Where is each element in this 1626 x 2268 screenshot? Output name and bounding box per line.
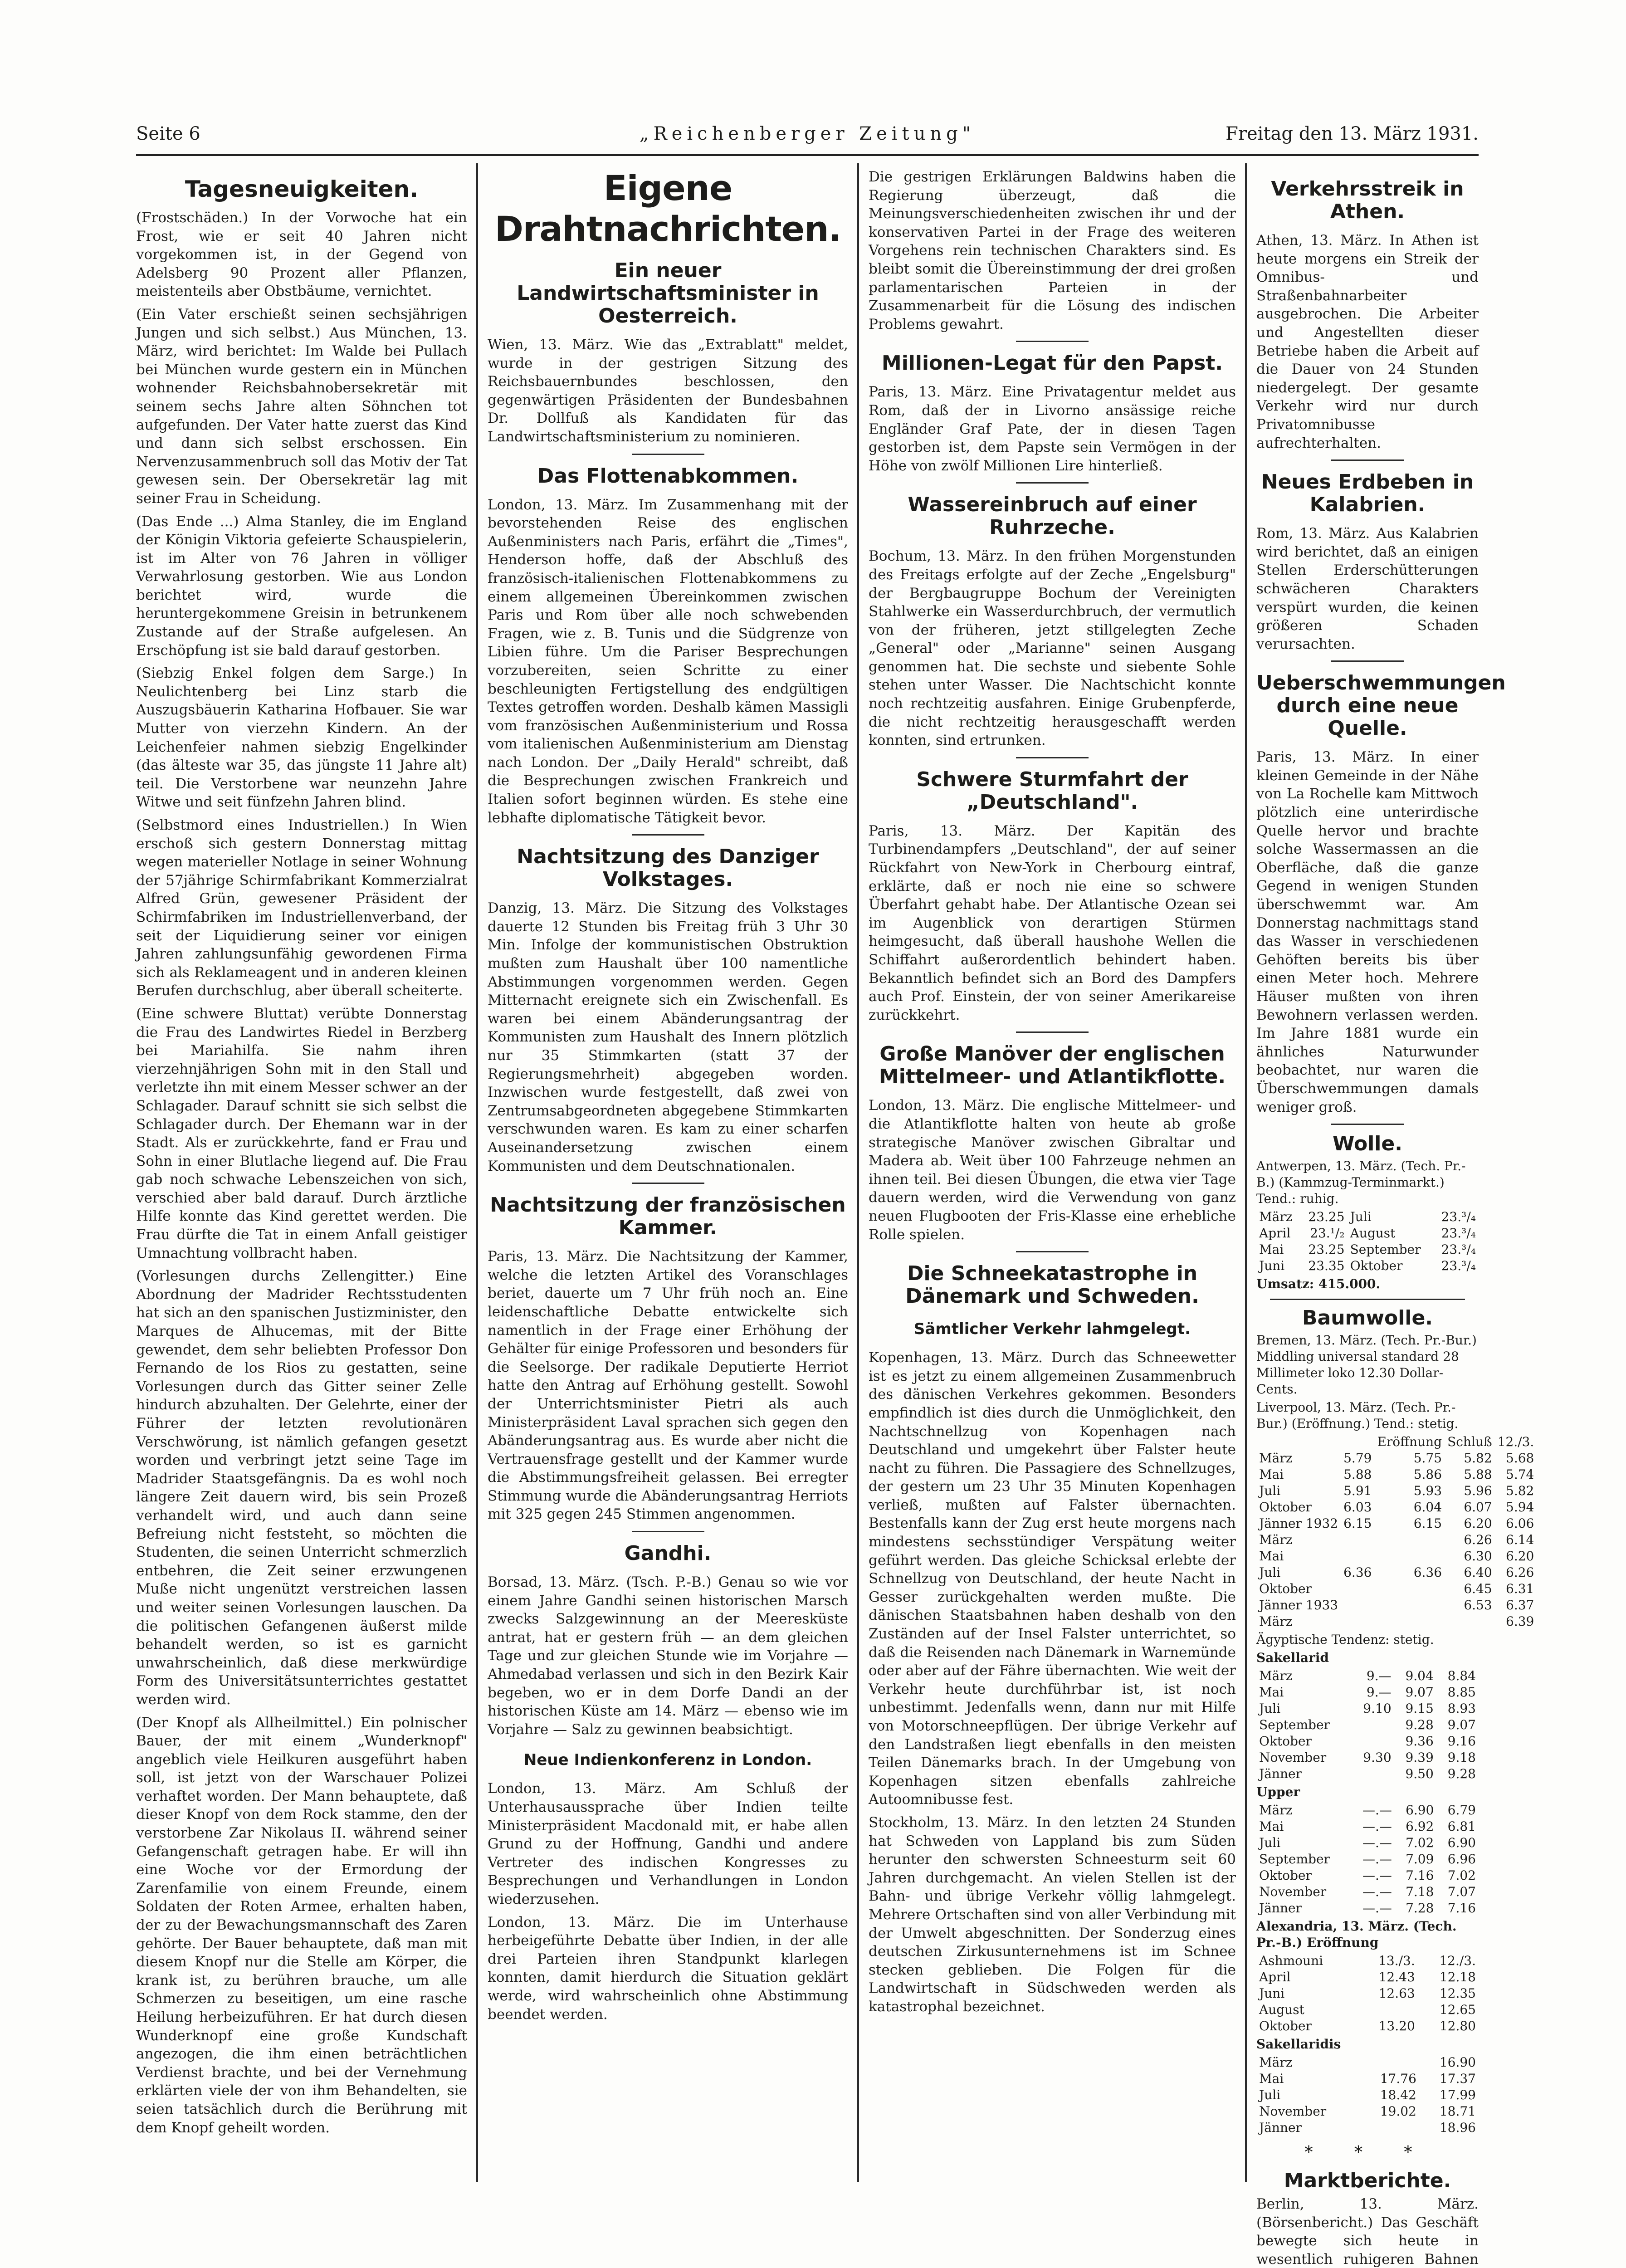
table-cell: 9.50 [1405, 1766, 1434, 1782]
table-cell: 5.94 [1506, 1500, 1534, 1515]
table-cell: 12.63 [1378, 1986, 1415, 2001]
table-cell: Juni [1259, 1986, 1285, 2001]
table-cell: 6.39 [1506, 1614, 1534, 1629]
table-row [1256, 1884, 1479, 1900]
table-cell: Jänner [1259, 2120, 1302, 2136]
table-row [1256, 1733, 1479, 1750]
table-cell: 7.16 [1447, 1901, 1476, 1916]
table-cell: 9.07 [1447, 1717, 1476, 1733]
table-cell: 9.30 [1363, 1750, 1392, 1765]
table-cell: 6.20 [1464, 1516, 1492, 1531]
table-cell: März [1259, 1803, 1293, 1818]
article-paragraph: Athen, 13. März. In Athen ist heute morgens ein Streik der Omnibus- und Straßenbahnarbeiter ausgebrochen. Die Arbeiter und Angestellten dieser Betriebe haben die Arbeit auf die Dauer von 24 Stunden niedergelegt. Der gesamte Verkehr wird nur durch Privatomnibusse aufrechterhalten. [1256, 232, 1479, 451]
bremen-note: Bremen, 13. März. (Tech. Pr.-Bur.) Middling universal standard 28 Millimeter loko 12.30 Dollar-Cents. [1256, 1333, 1477, 1397]
table-cell: April [1259, 1970, 1291, 1985]
table-cell: November [1259, 1750, 1327, 1765]
table-cell: 6.15 [1343, 1516, 1372, 1531]
table-row [1256, 1564, 1537, 1581]
table-cell [1360, 2120, 1419, 2136]
article-paragraph: Die gestrigen Erklärungen Baldwins haben die Regierung überzeugt, daß die Meinungsverschiedenheiten zwischen ihr und der konservativen Partei in der Frage des weiteren Vorgehens rein technischen Charakters sind. Es bleibt somit die Übereinstimmung der drei großen parlamentarischen Parteien in der Zusammenarbeit für die Lösung des indischen Problems gewahrt. [869, 169, 1236, 332]
article-headline: Neues Erdbeben in Kalabrien. [1261, 470, 1474, 517]
article-paragraph: Danzig, 13. März. Die Sitzung des Volkstages dauerte 12 Stunden bis Freitag früh 3 Uhr 30 Min. Infolge der kommunistischen Obstruktion mußten zum Haushalt über 100 namentliche Abstimmungen vorgenommen werden. Gegen Mitternacht ereignete sich ein Zwischenfall. Es waren bei einem Abänderungsantrag der Kommunisten zum Haushalt des Innern plötzlich nur 35 Stimmkarten (statt 37 der Regierungsmehrheit) abgegeben worden. Inzwischen wurde festgestellt, daß zwei von Zentrumsabgeordneten abgegebene Stimmkarten verschwunden waren. Es kam zu einer scharfen Auseinandersetzung zwischen einem Kommunisten und dem Deutschnationalen. [488, 900, 848, 1174]
table-row [1256, 1851, 1479, 1867]
table-cell: Juli [1259, 2087, 1281, 2103]
article-paragraph: London, 13. März. Die im Unterhause herbeigeführte Debatte über Indien, in der alle drei Parteien ihren Standpunkt klarlegen konnten, damit hierdurch die Situation geklärt werde, wird wahrscheinlich ohne Abstimmung beendet werden. [488, 1914, 848, 2023]
table-cell: 18.42 [1380, 2087, 1416, 2103]
table-row [1256, 1750, 1479, 1766]
table-cell: 9.16 [1447, 1734, 1476, 1749]
article-headline: Große Manöver der englischen Mittelmeer- und Atlantikflotte. [879, 1042, 1226, 1089]
table-cell: 6.31 [1506, 1581, 1534, 1597]
table-row [1256, 1499, 1537, 1515]
table-row [1256, 2054, 1479, 2071]
article-subheadline: Sämtlicher Verkehr lahmgelegt. [913, 1320, 1191, 1339]
article-paragraph: Kopenhagen, 13. März. Durch das Schneewetter ist es jetzt zu einem allgemeinen Zusammenbruch des dänischen Verkehres gekommen. Besonders empfindlich ist dies durch die Unmöglichkeit, den Nachtschnellzug von Kopenhagen nach Deutschland und umgekehrt über Falster heute nacht zu führen. Die Passagiere des Schnellzuges, der gestern um 23 Uhr 35 Minuten Kopenhagen verließ, mußten auf Falster übernachten. Bestenfalls kann der Zug erst heute morgens nach mindestens sechsstündiger Verspätung weiter geführt werden. Das gleiche Schicksal erlebte der Schnellzug von Deutschland, der heute Nacht in Gesser zurückgehalten werden mußte. Die dänischen Staatsbahnen haben deshalb von den Zuständen auf der Insel Falster unterrichtet, so daß die Reisenden nach Dänemark in Warnemünde oder aber auf der Fähre übernachten. Wie weit der Verkehr heute durchführbar ist, ist noch unbestimmt. Jedenfalls wenn, dann nur mit Hilfe von Motorschneepflügen. Der übrige Verkehr auf den Landstraßen liegt ebenfalls in den meisten Teilen Dänemarks brach. In der Umgebung von Kopenhagen sitzen ebenfalls zahlreiche Autoomnibusse fest. [869, 1349, 1236, 1808]
column-drahtnachrichten-2 [869, 168, 1236, 2177]
table-cell: November [1259, 1884, 1327, 1900]
article-paragraph: (Siebzig Enkel folgen dem Sarge.) In Neulichtenberg bei Linz starb die Auszugsbäuerin Katharina Hofbauer. Sie war Mutter von vierzehn Kindern. An der Leichenfeier nahmen siebzig Engelkinder (das älteste war 35, das jüngste 11 Jahre alt) teil. Die Verstorbene war neunzehn Jahre Witwe und seit fünfzehn Jahren blind. [136, 665, 467, 811]
table-cell: 6.81 [1447, 1819, 1476, 1834]
wolle-title: Wolle. [1333, 1132, 1402, 1156]
article-separator [1331, 660, 1404, 662]
table-cell: 6.20 [1506, 1549, 1534, 1564]
table-cell: 17.76 [1380, 2071, 1416, 2087]
table-cell: 6.26 [1464, 1532, 1492, 1548]
table-cell: Oktober [1259, 2019, 1312, 2034]
table-cell: 23.³/₄ [1441, 1209, 1476, 1225]
article-separator [1331, 1124, 1404, 1125]
table-row [1256, 1532, 1537, 1548]
table-cell: Juli [1259, 1701, 1281, 1716]
table-cell: 5.68 [1506, 1451, 1534, 1466]
article-separator [1016, 341, 1089, 342]
table-cell: 7.02 [1447, 1868, 1476, 1883]
table-cell [1374, 1532, 1445, 1548]
baumwolle-section [1256, 1306, 1534, 2136]
table-cell: Oktober [1259, 1500, 1312, 1515]
table-header-cell [1256, 1434, 1341, 1450]
table-cell: Oktober [1259, 1868, 1312, 1883]
table-cell [1341, 1597, 1374, 1613]
table-cell: 8.93 [1447, 1701, 1476, 1716]
table-header-cell: 12./3. [1497, 1434, 1534, 1450]
table-cell: 9.— [1366, 1668, 1392, 1684]
table-cell: 23.³/₄ [1441, 1242, 1476, 1257]
table-row [1256, 1717, 1479, 1733]
table-cell: 13.20 [1378, 2019, 1415, 2034]
table-row [1256, 1668, 1479, 1684]
table-cell: Jänner 1933 [1259, 1598, 1338, 1613]
table-cell: 19.02 [1380, 2104, 1416, 2119]
table-cell: August [1259, 2002, 1304, 2018]
table-cell: 9.10 [1363, 1701, 1392, 1716]
table-cell: 6.03 [1343, 1500, 1372, 1515]
table-cell: November [1259, 2104, 1327, 2119]
section-stars: * * * [1304, 2143, 1431, 2162]
table-row [1256, 1209, 1479, 1225]
table-cell: 5.88 [1343, 1467, 1372, 1482]
table-cell: —.— [1362, 1901, 1392, 1916]
table-row [1256, 1450, 1537, 1466]
article-headline: Verkehrsstreik in Athen. [1271, 177, 1464, 223]
wolle-table [1256, 1209, 1479, 1274]
table-row [1256, 1225, 1479, 1242]
header-rule [136, 154, 1479, 156]
table-cell: 5.91 [1343, 1483, 1372, 1499]
table-cell: 7.02 [1406, 1835, 1434, 1851]
table-cell: 23.35 [1308, 1258, 1345, 1274]
section-heading: Tagesneuigkeiten. [185, 176, 419, 202]
table-cell: März [1259, 2055, 1293, 2070]
table-cell: 9.07 [1405, 1685, 1434, 1700]
article-paragraph: (Vorlesungen durchs Zellengitter.) Eine Abordnung der Madrider Rechtsstudenten hat sich an den spanischen Justizminister, den Marques de Alhucemas, mit der Bitte gewendet, dem sehr beliebten Professor Don Fernando de los Rios zu gestatten, seine Vorlesungen durch das Gitter seiner Zelle hindurch abzuhalten. Der Gelehrte, einer der Führer der letzten revolutionären Verschwörung, ist nämlich gefangen gesetzt worden und verbringt jetzt seine Tage im Madrider Staatsgefängnis. Da es wohl noch längere Zeit dauern wird, bis sein Prozeß verhandelt wird, und auch dann seine Befreiung nicht feststeht, so möchten die Studenten, die seinen Unterricht schmerzlich entbehren, die Zeit seiner erzwungenen Muße nicht ungenützt verstreichen lassen und weiter seinen Vorlesungen lauschen. Da die politischen Gefangenen äußerst milde behandelt werden, so ist es garnicht unwahrscheinlich, daß diese merkwürdige Form des Universitätsunterrichtes gestattet werden wird. [136, 1268, 467, 1708]
table-cell: 5.96 [1464, 1483, 1492, 1499]
article-paragraph: London, 13. März. Am Schluß der Unterhausaussprache über Indien teilte Ministerpräsident Macdonald mit, er habe allen Grund zu der Hoffnung, Gandhi und andere Vertreter des indischen Kongresses zu Besprechungen und Verhandlungen in London wiederzusehen. [488, 1780, 848, 1907]
wolle-section [1256, 1132, 1479, 1292]
liverpool-table [1256, 1434, 1537, 1630]
table-cell: Jänner [1259, 1766, 1302, 1782]
table-cell: Oktober [1259, 1734, 1312, 1749]
article-paragraph: (Ein Vater erschießt seinen sechsjährigen Jungen und sich selbst.) Aus München, 13. März, wird berichtet: Im Walde bei Pullach bei München wurde gestern ein in München wohnender Reichsbahnobersekretär mit seinem sechs Jahre alten Söhnchen tot aufgefunden. Der Vater hatte zuerst das Kind und dann sich selbst erschossen. Ein Nervenzusammenbruch soll das Motiv der Tat gewesen sein. Der Obersekretär lag mit seiner Frau in Scheidung. [136, 306, 467, 507]
section-rule [1270, 1299, 1465, 1300]
table-cell: 6.45 [1464, 1581, 1492, 1597]
table-cell [1341, 1581, 1374, 1597]
table-cell: 5.79 [1343, 1451, 1372, 1466]
table-row [1256, 1684, 1479, 1701]
table-row [1256, 1835, 1479, 1851]
table-cell: —.— [1362, 1852, 1392, 1867]
table-cell: 6.26 [1506, 1565, 1534, 1580]
column-rule-3 [1245, 163, 1247, 2182]
table-cell: 9.18 [1447, 1750, 1476, 1765]
table-cell: 9.28 [1447, 1766, 1476, 1782]
article-paragraph: Paris, 13. März. Eine Privatagentur meldet aus Rom, daß der in Livorno ansässige reiche Engländer Graf Pate, der in diesen Tagen gestorben ist, dem Papste sein Vermögen in der Höhe von zwölf Millionen Lire hinterließ. [869, 384, 1236, 474]
table-cell [1360, 2054, 1419, 2071]
table-cell: 8.85 [1447, 1685, 1476, 1700]
table-cell: 9.— [1366, 1685, 1392, 1700]
table-row [1256, 1258, 1479, 1274]
table-cell: 5.82 [1464, 1451, 1492, 1466]
table-header-cell [1341, 1434, 1374, 1450]
sakellaridis-label: Sakellaridis [1256, 2037, 1341, 2052]
table-cell: 23.25 [1308, 1209, 1345, 1225]
article-paragraph: Borsad, 13. März. (Tsch. P.-B.) Genau so wie vor einem Jahre Gandhi seinen historischen Marsch zwecks Salzgewinnung an der Meeresküste antrat, hat er gestern früh — an dem gleichen Tage und zur gleichen Stunde wie im Vorjahre — Ahmedabad verlassen und sich in den Bezirk Kair begeben, wo er in dem Dorfe Dandi an der historischen Küste am 14. März — ebenso wie im Vorjahre — Salz zu gewinnen beabsichtigt. [488, 1574, 848, 1738]
table-cell: —.— [1362, 1819, 1392, 1834]
article-paragraph: (Selbstmord eines Industriellen.) In Wien erschoß sich gestern Donnerstag mittag wegen materieller Notlage in seiner Wohnung der 57jährige Schirmfabrikant Kommerzialrat Alfred Grün, gewesener Präsident der Schirmfabriken im Industriellenverband, der seit der Liquidierung seiner vor einigen Jahren zahlungsunfähig gewordenen Firma sich als Reklameagent und in anderen kleinen Berufen durchschlug, aber überall scheiterte. [136, 817, 467, 999]
table-row [1256, 1969, 1479, 1985]
wolle-umsatz: Umsatz: 415.000. [1256, 1276, 1381, 1292]
table-cell [1374, 1597, 1445, 1613]
table-row [1256, 2103, 1479, 2120]
column-drahtnachrichten [488, 168, 848, 2177]
table-row [1256, 2120, 1479, 2136]
article-paragraph: (Eine schwere Bluttat) verübte Donnerstag die Frau des Landwirtes Riedel in Berzberg bei Mariahilfa. Sie nahm ihren vierzehnjährigen Sohn mit in den Stall und verletzte ihn mit einem Messer schwer an der Schlagader. Darauf schnitt sie sich selbst die Schlagader durch. Der Ehemann war in der Stadt. Als er zurückkehrte, fand er Frau und Sohn in einer Blutlache liegend auf. Die Frau gab noch schwache Lebenszeichen von sich, verschied aber bald darauf. Durch ärztliche Hilfe konnte das Kind gerettet werden. Die Frau dürfte die Tat in einem Anfall geistiger Umnachtung vollbracht haben. [136, 1005, 467, 1261]
article-paragraph: Stockholm, 13. März. In den letzten 24 Stunden hat Schweden von Lappland bis zum Süden herunter den schwersten Schneesturm seit 60 Jahren durchgemacht. An vielen Stellen ist der Bahn- und übrige Verkehr völlig lahmgelegt. Mehrere Ortschaften sind von aller Verbindung mit der Umwelt abgeschnitten. Der Sonderzug eines deutschen Zirkusunternehmens ist im Schnee stecken geblieben. Die Folgen für die Landwirtschaft in Südschweden werden als katastrophal bezeichnet. [869, 1814, 1236, 2015]
table-row [1256, 1867, 1479, 1884]
sakellarid-label: Sakellarid [1256, 1650, 1329, 1666]
article-separator [1016, 1251, 1089, 1252]
table-cell: 16.90 [1439, 2055, 1476, 2070]
table-cell: 9.15 [1405, 1701, 1434, 1716]
table-cell: —.— [1362, 1835, 1392, 1851]
article-headline: Ueberschwemmungen durch eine neue Quelle. [1256, 671, 1506, 740]
article-separator [632, 454, 704, 455]
upper-table [1256, 1802, 1479, 1916]
ashmouni-table [1256, 1953, 1479, 2034]
table-cell [1445, 1613, 1495, 1630]
table-cell: 6.40 [1464, 1565, 1492, 1580]
table-cell: März [1259, 1451, 1293, 1466]
article-separator [1331, 459, 1404, 461]
article-separator [1016, 1031, 1089, 1033]
table-cell: Mai [1259, 1685, 1284, 1700]
article-paragraph: Wien, 13. März. Wie das „Extrablatt" meldet, wurde in der gestrigen Sitzung des Reichsbauernbundes beschlossen, den gegenwärtigen Präsidenten der Bundesbahnen Dr. Dollfuß als Kandidaten für das Landwirtschaftsministerium zu nominieren. [488, 337, 848, 445]
table-row [1256, 2087, 1479, 2103]
table-cell: —.— [1362, 1884, 1392, 1900]
column-tagesneuigkeiten [136, 168, 467, 2177]
table-cell [1374, 1613, 1445, 1630]
article-paragraph: London, 13. März. Die englische Mittelmeer- und die Atlantikflotte halten von heute ab große strategische Manöver zwischen Gibraltar und Madera ab. Weit über 100 Fahrzeuge nehmen an ihnen teil. Bei diesen Übungen, die etwa vier Tage dauern werden, wird die Verwendung von ganz neuen Flugbooten der Fris-Klasse eine erhebliche Rolle spielen. [869, 1097, 1236, 1243]
article-headline: Das Flottenabkommen. [537, 464, 799, 488]
table-cell: März [1259, 1668, 1293, 1684]
table-cell: Mai [1259, 1819, 1284, 1834]
table-cell: 18.96 [1439, 2120, 1476, 2136]
table-cell: 6.04 [1413, 1500, 1442, 1515]
table-row [1256, 1613, 1537, 1630]
sakellaridis-table [1256, 2054, 1479, 2136]
table-row [1256, 1515, 1537, 1532]
article-headline: Die Schneekatastrophe in Dänemark und Schweden. [905, 1262, 1199, 1308]
table-cell: 23.25 [1308, 1242, 1345, 1257]
table-cell: März [1259, 1532, 1293, 1548]
article-headline: Nachtsitzung des Danziger Volkstages. [517, 845, 819, 891]
article-headline: Gandhi. [624, 1542, 712, 1565]
table-row [1256, 1900, 1479, 1916]
table-cell: 7.28 [1406, 1901, 1434, 1916]
marktberichte-title: Marktberichte. [1284, 2169, 1451, 2193]
newspaper-title: „Reichenberger Zeitung" [639, 123, 976, 144]
table-cell: 6.36 [1343, 1565, 1372, 1580]
column-news-and-markets [1256, 168, 1534, 2268]
column-4-articles [1256, 177, 1506, 1125]
column-rule-1 [476, 163, 478, 2182]
article-headline: Millionen-Legat für den Papst. [881, 352, 1223, 375]
aegypt-head: Ägyptische Tendenz: stetig. [1256, 1632, 1434, 1647]
article-paragraph: London, 13. März. Im Zusammenhang mit der bevorstehenden Reise des englischen Außenministers nach Paris, erfährt die „Times", Henderson hoffe, daß der Abschluß des französisch-italienischen Flottenabkommens zu einem allgemeinen Übereinkommen zwischen Paris und Rom über alle noch schwebenden Fragen, wie z. B. Tunis und die Südgrenze von Libien führe. Um die Pariser Besprechungen vorzubereiten, seien Schritte zu einer beschleunigten Fertigstellung des endgültigen Textes getroffen worden. Deshalb kämen Massigli vom französischen Außenministerium und Rossa vom italienischen Außenministerium am Dienstag nach London. Der „Daily Herald" schreibt, daß die Besprechungen zwischen Frankreich und Italien sofort beginnen würden. Es stehe eine lebhafte diplomatische Tätigkeit bevor. [488, 496, 848, 826]
liverpool-head: Liverpool, 13. März. (Tech. Pr.-Bur.) (Eröffnung.) Tend.: stetig. [1256, 1400, 1459, 1432]
article-separator [632, 1183, 704, 1184]
article-paragraph: Bochum, 13. März. In den frühen Morgenstunden des Freitags erfolgte auf der Zeche „Engelsburg" der Bergbaugruppe Bochum der Vereinigten Stahlwerke ein Wasserdurchbruch, der vermutlich von der früheren, jetzt stillgelegten Zeche „General" oder „Marianne" seinen Ausgang genommen hat. Die sechste und siebente Sohle stehen unter Wasser. Die Nachtschicht konnte noch rechtzeitig ausfahren. Einige Grubenpferde, die nicht rechtzeitig herausgeschafft werden konnten, sind ertrunken. [869, 548, 1236, 749]
table-cell: 12.35 [1439, 1986, 1476, 2001]
table-cell: 7.09 [1406, 1852, 1434, 1867]
table-cell: Juni [1259, 1258, 1285, 1274]
table-cell: 6.07 [1464, 1500, 1492, 1515]
table-cell: 6.90 [1406, 1803, 1434, 1818]
article-headline: Ein neuer Landwirtschaftsminister in Oesterreich. [517, 259, 819, 327]
table-header-cell: 12./3. [1439, 1953, 1476, 1969]
table-cell: 12.18 [1439, 1970, 1476, 1985]
table-cell: Mai [1259, 1549, 1284, 1564]
table-cell: 12.43 [1378, 1970, 1415, 1985]
table-cell: 7.16 [1406, 1868, 1434, 1883]
article-separator [1016, 757, 1089, 758]
table-row [1256, 1483, 1537, 1499]
table-cell: 6.90 [1447, 1835, 1476, 1851]
table-cell: 5.88 [1464, 1467, 1492, 1482]
table-cell [1341, 1532, 1374, 1548]
article-subheadline: Neue Indienkonferenz in London. [523, 1751, 812, 1769]
table-cell: 6.36 [1413, 1565, 1442, 1580]
table-cell: 18.71 [1439, 2104, 1476, 2119]
table-cell: Mai [1259, 2071, 1284, 2087]
table-cell [1374, 1581, 1445, 1597]
table-cell: 6.37 [1506, 1598, 1534, 1613]
page-header [136, 119, 1479, 151]
table-cell: 17.37 [1439, 2071, 1476, 2087]
table-cell: April [1259, 1226, 1291, 1241]
article-headline: Wassereinbruch auf einer Ruhrzeche. [908, 493, 1197, 539]
table-cell: September [1350, 1242, 1421, 1257]
table-cell: August [1350, 1226, 1396, 1241]
table-cell: Juli [1259, 1565, 1281, 1580]
table-cell [1341, 1613, 1374, 1630]
table-cell: 12.80 [1439, 2019, 1476, 2034]
upper-label: Upper [1256, 1784, 1300, 1800]
table-row [1256, 2018, 1479, 2034]
table-cell: März [1259, 1209, 1293, 1225]
table-row [1256, 1818, 1479, 1835]
article-headline: Nachtsitzung der französischen Kammer. [490, 1193, 846, 1240]
table-cell: Oktober [1259, 1581, 1312, 1597]
table-cell: 8.84 [1447, 1668, 1476, 1684]
table-cell: 17.99 [1439, 2087, 1476, 2103]
article-headline: Schwere Sturmfahrt der „Deutschland". [916, 767, 1188, 814]
table-row [1256, 1466, 1537, 1483]
table-cell: 6.92 [1406, 1819, 1434, 1834]
table-cell: Juli [1350, 1209, 1372, 1225]
article-paragraph: Paris, 13. März. Die Nachtsitzung der Kammer, welche die letzten Artikel des Voranschlages beriet, dauerte um 7 Uhr früh noch an. Eine leidenschaftliche Debatte entwickelte sich namentlich in der Frage einer Erhöhung der Gehälter für einige Professoren und besonders für die Seelsorge. Der radikale Deputierte Herriot hatte den Antrag auf Erhöhung gestellt. Sowohl der Unterrichtsminister Pietri als auch Ministerpräsident Laval sprachen sich gegen den Abänderungsantrag aus. Es wurde aber nicht die Vertrauensfrage gestellt und der Kammer wurde die Abstimmungsfreiheit gelassen. Bei erregter Stimmung wurde die Abänderungsantrag Herriots mit 325 gegen 245 Stimmen angenommen. [488, 1248, 848, 1523]
table-cell: 6.53 [1464, 1598, 1492, 1613]
table-cell: Oktober [1350, 1258, 1403, 1274]
article-paragraph: Paris, 13. März. Der Kapitän des Turbinendampfers „Deutschland", der auf seiner Rückfahrt von New-York in Cherbourg eintraf, erklärte, daß er noch nie eine so schwere Überfahrt gehabt habe. Der Atlantische Ozean sei im Augenblick von derartigen Stürmen heimgesucht, daß überall haushohe Wellen die Schiffahrt außerordentlich behindert haben. Bekanntlich befindet sich an Bord des Dampfers auch Prof. Einstein, der von seiner Amerikareise zurückkehrt. [869, 822, 1236, 1023]
table-cell: 5.82 [1506, 1483, 1534, 1499]
issue-date: Freitag den 13. März 1931. [1226, 123, 1479, 144]
table-cell: 9.28 [1405, 1717, 1434, 1733]
table-cell: 5.86 [1413, 1467, 1442, 1482]
article-paragraph: Rom, 13. März. Aus Kalabrien wird berichtet, daß an einigen Stellen Erderschütterungen schwächeren Charakters verspürt wurden, die keinen größeren Schaden verursachten. [1256, 525, 1479, 652]
table-cell: Jänner 1932 [1259, 1516, 1338, 1531]
table-row [1256, 1548, 1537, 1564]
table-cell: 5.74 [1506, 1467, 1534, 1482]
table-cell: 6.96 [1447, 1852, 1476, 1867]
table-cell: September [1259, 1852, 1330, 1867]
table-row [1256, 1766, 1479, 1782]
table-cell: September [1259, 1717, 1330, 1733]
table-row [1256, 1985, 1479, 2002]
wolle-intro: Antwerpen, 13. März. (Tech. Pr.-B.) (Kammzug-Terminmarkt.) Tend.: ruhig. [1256, 1158, 1466, 1207]
table-header-cell: Eröffnung [1377, 1434, 1442, 1450]
table-cell: Juli [1259, 1483, 1281, 1499]
table-row [1256, 1701, 1479, 1717]
article-paragraph: (Der Knopf als Allheilmittel.) Ein polnischer Bauer, der mit einem „Wunderknopf" angeblich viele Heilkuren ausgeführt haben soll, ist jetzt von der Warschauer Polizei verhaftet worden. Der Mann behauptete, daß dieser Knopf von dem Rock stamme, den der verstorbene Zar Nikolaus II. während seiner Gefangenschaft getragen habe. Er will ihn eine Woche vor der Ermordung der Zarenfamilie von einem Freunde, einem Soldaten der Roten Armee, erhalten haben, der zu der Bewachungsmannschaft des Zaren gehörte. Der Bauer behauptete, daß man mit diesem Knopf nur die Stelle am Körper, die krank ist, zu berühren brauche, um alle Schmerzen zu beseitigen, um eine rasche Heilung herbeizuführen. Er hat durch diesen Wunderknopf eine große Kundschaft angezogen, die ihm einen beträchtlichen Verdienst brachte, und bei der Vernehmung erklärten viele der von ihm Behandelten, sie seien tatsächlich durch die Berührung mit dem Knopf geheilt worden. [136, 1714, 467, 2136]
page-number: Seite 6 [136, 123, 200, 144]
table-cell: 9.39 [1405, 1750, 1434, 1765]
alexandria-head: Alexandria, 13. März. (Tech. Pr.-B.) Eröffnung [1256, 1919, 1457, 1950]
table-cell: Jänner [1259, 1901, 1302, 1916]
article-paragraph: (Frostschäden.) In der Vorwoche hat ein Frost, wie er seit 40 Jahren nicht vorgekommen ist, in der Gegend von Adelsberg 90 Prozent aller Pflanzen, meistenteils aber Obstbäume, vernichtet. [136, 210, 467, 300]
table-header-cell: 13./3. [1378, 1953, 1415, 1969]
table-cell: 9.36 [1405, 1734, 1434, 1749]
table-cell: 6.14 [1506, 1532, 1534, 1548]
baumwolle-title: Baumwolle. [1302, 1306, 1433, 1330]
table-cell: —.— [1362, 1803, 1392, 1818]
column-rule-2 [857, 163, 859, 2182]
table-cell: Mai [1259, 1467, 1284, 1482]
table-row [1256, 1597, 1537, 1613]
table-cell: 7.07 [1447, 1884, 1476, 1900]
table-row [1256, 2002, 1479, 2018]
article-paragraph: (Das Ende ...) Alma Stanley, die im England der Königin Viktoria gefeierte Schauspielerin, ist im Alter von 76 Jahren in völliger Verwahrlosung gestorben. Wie aus London berichtet wird, wurde die heruntergekommene Greisin in betrunkenem Zustande auf der Straße aufgelesen. An Erschöpfung ist sie bald darauf gestorben. [136, 513, 467, 659]
table-cell: 12.65 [1439, 2002, 1476, 2018]
table-header-cell: Schluß [1447, 1434, 1492, 1450]
table-header-row [1256, 1953, 1479, 1969]
table-cell: 6.30 [1464, 1549, 1492, 1564]
table-header-cell: Ashmouni [1259, 1953, 1323, 1969]
table-cell [1357, 2002, 1418, 2018]
article-separator [632, 1531, 704, 1532]
table-cell: 9.04 [1405, 1668, 1434, 1684]
table-cell: März [1259, 1614, 1293, 1629]
table-cell: 6.79 [1447, 1803, 1476, 1818]
table-cell: 5.93 [1413, 1483, 1442, 1499]
article-separator [1016, 482, 1089, 484]
sakellarid-table [1256, 1668, 1479, 1782]
table-cell: 6.06 [1506, 1516, 1534, 1531]
table-cell [1352, 1733, 1394, 1750]
table-row [1256, 1242, 1479, 1258]
table-cell [1352, 1717, 1394, 1733]
table-row [1256, 2071, 1479, 2087]
table-cell: 5.75 [1413, 1451, 1442, 1466]
table-row [1256, 1802, 1479, 1818]
article-paragraph: Paris, 13. März. In einer kleinen Gemeinde in der Nähe von La Rochelle kam Mittwoch plötzlich eine unterirdische Quelle hervor und brachte solche Wassermassen an die Oberfläche, daß die ganze Gegend in wenigen Stunden überschwemmt war. Am Donnerstag nachmittags stand das Wasser in verschiedenen Gehöften bereits bis über einen Meter hoch. Mehrere Häuser mußten von ihren Bewohnern verlassen werden. Im Jahre 1881 wurde ein ähnliches Naturwunder beobachtet, nur waren die Überschwemmungen damals weniger groß. [1256, 749, 1479, 1115]
article-separator [632, 834, 704, 836]
table-cell: 23.³/₄ [1441, 1258, 1476, 1274]
table-cell: 23.³/₄ [1441, 1226, 1476, 1241]
table-cell [1341, 1548, 1374, 1564]
table-cell: 6.15 [1413, 1516, 1442, 1531]
marktberichte-text: Berlin, 13. März. (Börsenbericht.) Das Geschäft bewegte sich heute in wesentlich ruhigeren Bahnen [1256, 2196, 1479, 2268]
table-cell [1374, 1548, 1445, 1564]
table-cell: Mai [1259, 1242, 1284, 1257]
table-cell: 23.¹/₂ [1310, 1226, 1345, 1241]
table-row [1256, 1581, 1537, 1597]
table-cell: —.— [1362, 1868, 1392, 1883]
table-cell: Juli [1259, 1835, 1281, 1851]
section-banner: Eigene Drahtnachrichten. [494, 168, 841, 249]
table-cell: 7.18 [1406, 1884, 1434, 1900]
table-header-row [1256, 1434, 1537, 1450]
table-cell [1352, 1766, 1394, 1782]
